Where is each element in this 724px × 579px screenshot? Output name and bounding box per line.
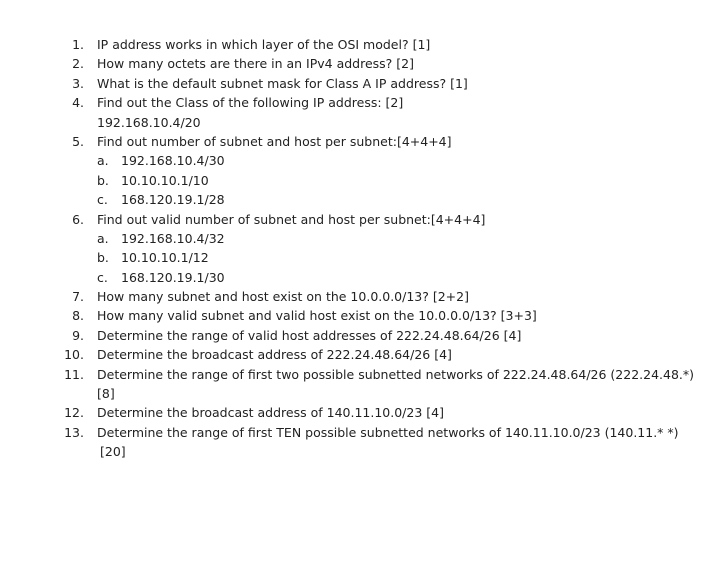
sub-question-item bbox=[0, 229, 724, 248]
question-text[interactable]: Determine the range of first TEN possible subnetted networks of 140.11.10.0/23 (140.11.* *) bbox=[97, 424, 679, 440]
question-number: 2. bbox=[72, 56, 84, 72]
sub-question-letter: a. bbox=[97, 230, 109, 246]
question-text[interactable]: Find out number of subnet and host per subnet:[4+4+4] bbox=[97, 133, 452, 149]
question-item bbox=[0, 132, 724, 151]
question-text[interactable]: Determine the range of first two possible subnetted networks of 222.24.48.64/26 (222.24.48.*) bbox=[97, 366, 695, 382]
question-text[interactable]: Find out the Class of the following IP address: [2] bbox=[97, 95, 404, 111]
sub-question-letter: a. bbox=[97, 153, 109, 169]
question-text[interactable]: Determine the range of valid host addresses of 222.24.48.64/26 [4] bbox=[97, 327, 522, 343]
question-item bbox=[0, 423, 724, 442]
question-item bbox=[0, 210, 724, 229]
question-continuation bbox=[0, 442, 724, 461]
question-number: 10. bbox=[64, 347, 84, 363]
question-text[interactable]: How many subnet and host exist on the 10.0.0.0/13? [2+2] bbox=[97, 289, 469, 305]
question-number: 13. bbox=[64, 424, 84, 440]
question-item bbox=[0, 365, 724, 384]
sub-question-text[interactable]: 10.10.10.1/12 bbox=[121, 250, 209, 266]
sub-question-item bbox=[0, 248, 724, 267]
sub-question-item bbox=[0, 190, 724, 209]
question-item bbox=[0, 345, 724, 364]
question-item bbox=[0, 326, 724, 345]
sub-question-letter: b. bbox=[97, 172, 109, 188]
sub-question-item bbox=[0, 151, 724, 170]
question-item bbox=[0, 287, 724, 306]
question-item bbox=[0, 54, 724, 73]
question-number: 5. bbox=[72, 133, 84, 149]
question-number: 3. bbox=[72, 75, 84, 91]
sub-question-item bbox=[0, 171, 724, 190]
sub-question-letter: c. bbox=[97, 192, 108, 208]
question-number: 4. bbox=[72, 95, 84, 111]
question-item bbox=[0, 403, 724, 422]
question-number: 11. bbox=[64, 366, 84, 382]
sub-question-letter: b. bbox=[97, 250, 109, 266]
question-list bbox=[0, 35, 724, 462]
question-continuation-text[interactable]: [20] bbox=[100, 444, 126, 460]
question-text[interactable]: What is the default subnet mask for Class A IP address? [1] bbox=[97, 75, 468, 91]
question-continuation-text[interactable]: 192.168.10.4/20 bbox=[97, 114, 201, 130]
question-text[interactable]: How many valid subnet and valid host exist on the 10.0.0.0/13? [3+3] bbox=[97, 308, 537, 324]
question-text[interactable]: Determine the broadcast address of 222.24.48.64/26 [4] bbox=[97, 347, 452, 363]
sub-question-text[interactable]: 192.168.10.4/32 bbox=[121, 230, 225, 246]
question-number: 7. bbox=[72, 289, 84, 305]
question-continuation-text[interactable]: [8] bbox=[97, 386, 115, 402]
question-number: 12. bbox=[64, 405, 84, 421]
question-item bbox=[0, 35, 724, 54]
question-number: 6. bbox=[72, 211, 84, 227]
question-number: 8. bbox=[72, 308, 84, 324]
question-text[interactable]: IP address works in which layer of the OSI model? [1] bbox=[97, 37, 431, 52]
sub-question-text[interactable]: 192.168.10.4/30 bbox=[121, 153, 225, 169]
sub-question-letter: c. bbox=[97, 269, 108, 285]
sub-question-item bbox=[0, 268, 724, 287]
question-number: 9. bbox=[72, 327, 84, 343]
question-item bbox=[0, 93, 724, 112]
question-number: 1. bbox=[72, 37, 84, 52]
question-continuation bbox=[0, 113, 724, 132]
question-item bbox=[0, 306, 724, 325]
question-text[interactable]: Determine the broadcast address of 140.11.10.0/23 [4] bbox=[97, 405, 444, 421]
question-text[interactable]: How many octets are there in an IPv4 address? [2] bbox=[97, 56, 414, 72]
question-item bbox=[0, 74, 724, 93]
sub-question-text[interactable]: 10.10.10.1/10 bbox=[121, 172, 209, 188]
sub-question-text[interactable]: 168.120.19.1/30 bbox=[121, 269, 225, 285]
sub-question-text[interactable]: 168.120.19.1/28 bbox=[121, 192, 225, 208]
question-text[interactable]: Find out valid number of subnet and host per subnet:[4+4+4] bbox=[97, 211, 486, 227]
question-continuation bbox=[0, 384, 724, 403]
